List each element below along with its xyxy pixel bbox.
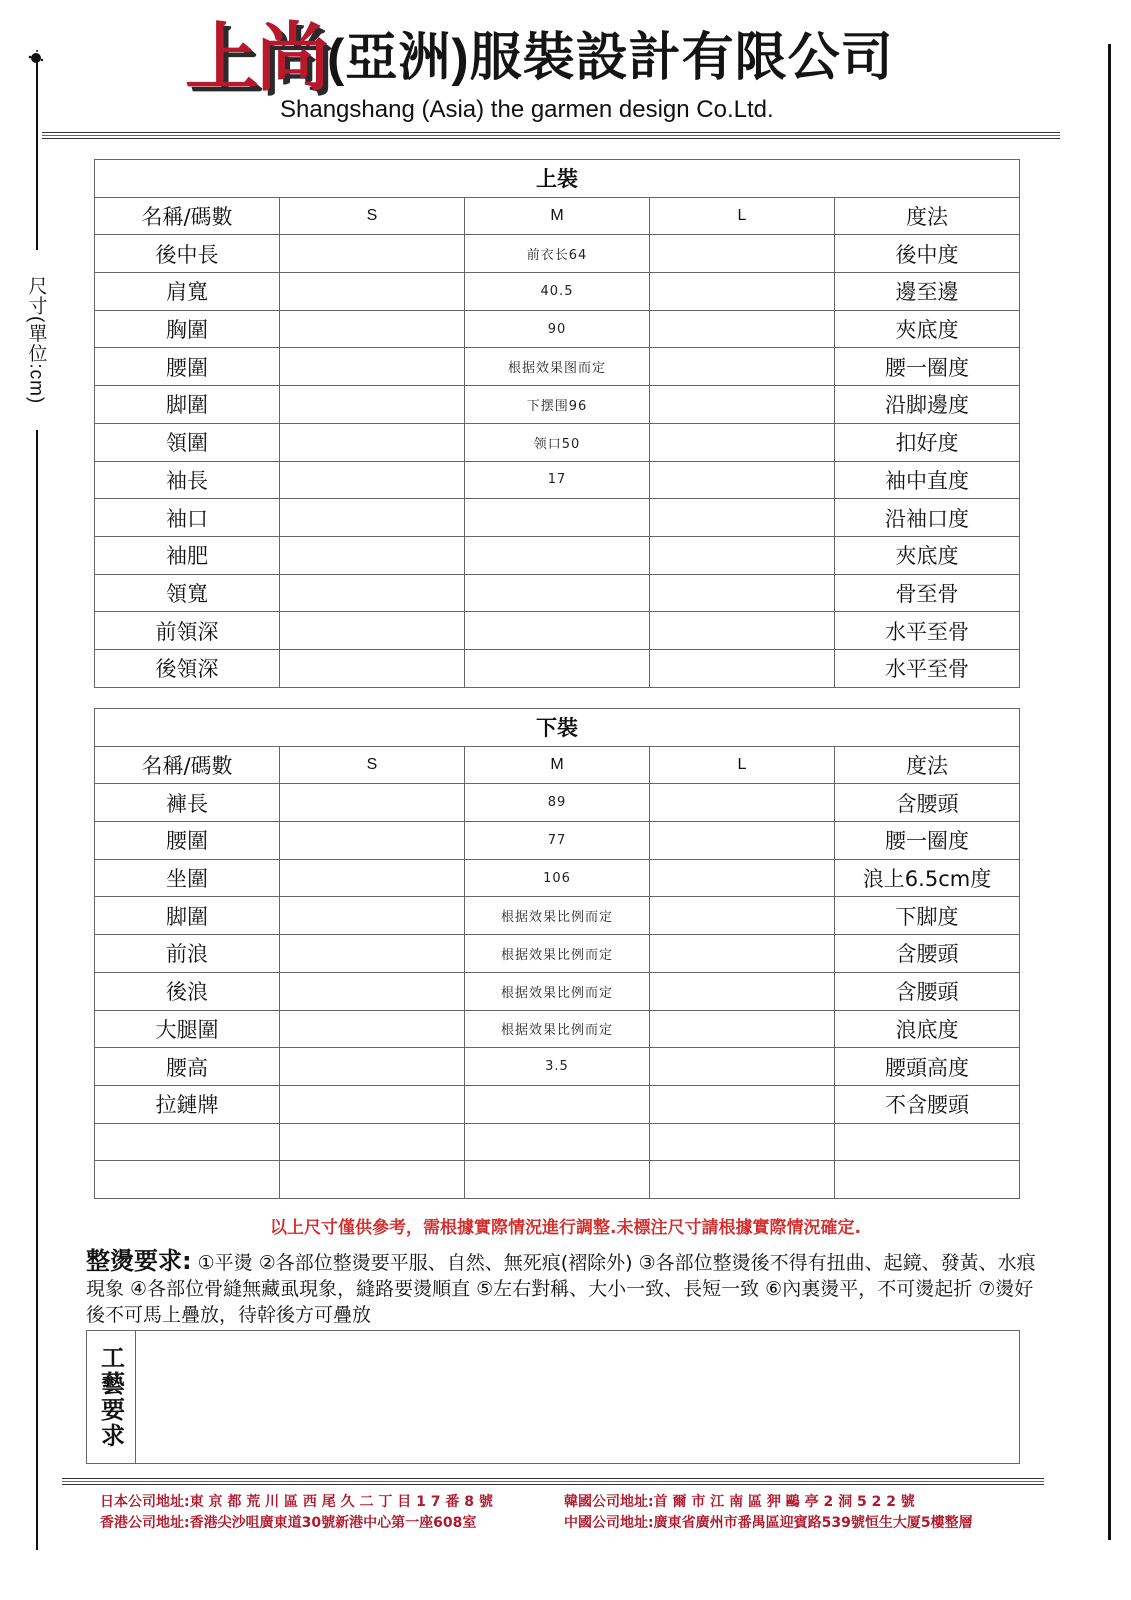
- size-m-cell: [465, 536, 650, 574]
- size-m-cell: 17: [465, 461, 650, 499]
- section-title: 下裝: [95, 709, 1020, 747]
- method-cell: 水平至骨: [835, 649, 1020, 687]
- size-m-cell: 前衣长64: [465, 235, 650, 273]
- method-cell: 腰一圈度: [835, 348, 1020, 386]
- method-cell: 下脚度: [835, 897, 1020, 935]
- item-name-cell: 前領深: [95, 612, 280, 650]
- table-row: [95, 536, 1020, 574]
- size-disclaimer-note: 以上尺寸僅供參考，需根據實際情況進行調整.未標注尺寸請根據實際情況確定.: [270, 1218, 861, 1238]
- bottom-garment-table: [94, 708, 1020, 1199]
- table-row: [95, 1010, 1020, 1048]
- size-m-cell: 根据效果图而定: [465, 348, 650, 386]
- company-english-name: Shangshang (Asia) the garmen design Co.Ltd.: [280, 96, 774, 123]
- item-name-cell: 領圍: [95, 423, 280, 461]
- size-l-cell: [650, 612, 835, 650]
- table-row: [95, 499, 1020, 537]
- size-m-cell: [465, 649, 650, 687]
- size-l-cell: [650, 649, 835, 687]
- size-m-cell: 根据效果比例而定: [465, 972, 650, 1010]
- size-m-cell: 90: [465, 310, 650, 348]
- table-row: [95, 423, 1020, 461]
- size-m-cell: 根据效果比例而定: [465, 897, 650, 935]
- method-cell: 邊至邊: [835, 273, 1020, 311]
- company-title: [185, 18, 965, 98]
- brand-main-text: 上尚: [185, 16, 327, 99]
- table-row: [95, 273, 1020, 311]
- table-row: [95, 461, 1020, 499]
- size-s-cell: [280, 386, 465, 424]
- size-s-cell: [280, 423, 465, 461]
- item-name-cell: 肩寬: [95, 273, 280, 311]
- size-l-cell: [650, 273, 835, 311]
- item-name-cell: 前浪: [95, 935, 280, 973]
- method-cell: 含腰頭: [835, 972, 1020, 1010]
- table-row: [95, 935, 1020, 973]
- size-m-cell: 40.5: [465, 273, 650, 311]
- method-cell: 夾底度: [835, 310, 1020, 348]
- table-row: [95, 612, 1020, 650]
- column-header: 度法: [835, 746, 1020, 784]
- method-cell: 夾底度: [835, 536, 1020, 574]
- footer-rule-1: [62, 1478, 1044, 1479]
- size-m-cell: 77: [465, 822, 650, 860]
- size-l-cell: [650, 1048, 835, 1086]
- item-name-cell: 腰圍: [95, 348, 280, 386]
- size-l-cell: [650, 972, 835, 1010]
- item-name-cell: 脚圍: [95, 386, 280, 424]
- size-s-cell: [280, 1085, 465, 1123]
- header-rule-2: [42, 135, 1060, 136]
- method-cell: [835, 1123, 1020, 1161]
- size-l-cell: [650, 1123, 835, 1161]
- size-m-cell: [465, 499, 650, 537]
- footer-rule-2: [62, 1481, 1044, 1482]
- column-header: M: [465, 197, 650, 235]
- method-cell: 腰一圈度: [835, 822, 1020, 860]
- table-row: [95, 784, 1020, 822]
- table-row: [95, 1085, 1020, 1123]
- item-name-cell: 大腿圍: [95, 1010, 280, 1048]
- size-s-cell: [280, 972, 465, 1010]
- size-l-cell: [650, 822, 835, 860]
- item-name-cell: [95, 1161, 280, 1199]
- item-name-cell: 腰圍: [95, 822, 280, 860]
- column-header: S: [280, 197, 465, 235]
- size-l-cell: [650, 423, 835, 461]
- craft-label: 工藝要求: [87, 1331, 136, 1463]
- brand-rest-text: (亞洲)服裝設計有限公司: [327, 29, 894, 87]
- size-l-cell: [650, 1010, 835, 1048]
- craft-requirements-box: [86, 1330, 1020, 1464]
- size-s-cell: [280, 235, 465, 273]
- size-m-cell: 根据效果比例而定: [465, 1010, 650, 1048]
- size-s-cell: [280, 273, 465, 311]
- item-name-cell: 褲長: [95, 784, 280, 822]
- size-s-cell: [280, 612, 465, 650]
- column-header: 名稱/碼數: [95, 746, 280, 784]
- method-cell: 袖中直度: [835, 461, 1020, 499]
- size-s-cell: [280, 822, 465, 860]
- method-cell: 腰頭高度: [835, 1048, 1020, 1086]
- size-m-cell: 根据效果比例而定: [465, 935, 650, 973]
- size-s-cell: [280, 935, 465, 973]
- item-name-cell: 袖口: [95, 499, 280, 537]
- size-m-cell: [465, 574, 650, 612]
- method-cell: 含腰頭: [835, 935, 1020, 973]
- footer-rule-3: [62, 1484, 1044, 1485]
- table-row: [95, 310, 1020, 348]
- size-s-cell: [280, 574, 465, 612]
- method-cell: 沿脚邊度: [835, 386, 1020, 424]
- size-s-cell: [280, 1010, 465, 1048]
- method-cell: 含腰頭: [835, 784, 1020, 822]
- ink-blot-icon: [26, 48, 46, 68]
- method-cell: [835, 1161, 1020, 1199]
- size-s-cell: [280, 536, 465, 574]
- size-s-cell: [280, 461, 465, 499]
- table-row: [95, 897, 1020, 935]
- korea-address: 韓國公司地址:首 爾 市 江 南 區 狎 鷗 亭 2 洞 5 2 2 號: [564, 1494, 915, 1510]
- size-s-cell: [280, 348, 465, 386]
- table-row: [95, 1123, 1020, 1161]
- size-l-cell: [650, 859, 835, 897]
- size-l-cell: [650, 935, 835, 973]
- right-border-line: [1108, 44, 1111, 1540]
- size-m-cell: [465, 1123, 650, 1161]
- column-header: 度法: [835, 197, 1020, 235]
- method-cell: 沿袖口度: [835, 499, 1020, 537]
- size-s-cell: [280, 649, 465, 687]
- size-m-cell: 领口50: [465, 423, 650, 461]
- section-title: 上裝: [95, 160, 1020, 198]
- size-m-cell: [465, 1085, 650, 1123]
- table-row: [95, 386, 1020, 424]
- table-row: [95, 859, 1020, 897]
- method-cell: 骨至骨: [835, 574, 1020, 612]
- header-rule-1: [42, 132, 1060, 133]
- table-row: [95, 574, 1020, 612]
- table-row: [95, 348, 1020, 386]
- size-m-cell: [465, 612, 650, 650]
- method-cell: 浪底度: [835, 1010, 1020, 1048]
- size-s-cell: [280, 897, 465, 935]
- item-name-cell: 拉鏈牌: [95, 1085, 280, 1123]
- table-row: [95, 1161, 1020, 1199]
- table-row: [95, 972, 1020, 1010]
- item-name-cell: 袖肥: [95, 536, 280, 574]
- size-l-cell: [650, 499, 835, 537]
- item-name-cell: 後領深: [95, 649, 280, 687]
- size-l-cell: [650, 1085, 835, 1123]
- method-cell: 浪上6.5cm度: [835, 859, 1020, 897]
- size-s-cell: [280, 859, 465, 897]
- ironing-requirements: [86, 1248, 1036, 1328]
- column-header: 名稱/碼數: [95, 197, 280, 235]
- size-l-cell: [650, 461, 835, 499]
- method-cell: 水平至骨: [835, 612, 1020, 650]
- china-address: 中國公司地址:廣東省廣州市番禺區迎賓路539號恒生大厦5樓整層: [564, 1515, 973, 1531]
- size-m-cell: 89: [465, 784, 650, 822]
- ironing-lead-label: 整燙要求:: [86, 1247, 192, 1275]
- item-name-cell: 腰高: [95, 1048, 280, 1086]
- method-cell: 扣好度: [835, 423, 1020, 461]
- column-header: L: [650, 746, 835, 784]
- item-name-cell: 領寬: [95, 574, 280, 612]
- size-l-cell: [650, 235, 835, 273]
- column-header: L: [650, 197, 835, 235]
- table-row: [95, 1048, 1020, 1086]
- ironing-text: ①平燙 ②各部位整燙要平服、自然、無死痕(褶除外) ③各部位整燙後不得有扭曲、起鏡、發黃、水痕現象 ④各部位骨縫無藏虱現象，縫路要燙順直 ⑤左右對稱、大小一致、長短一致 ⑥內裏燙平，不可燙起折 ⑦燙好後不可馬上疊放，待幹後方可疊放: [86, 1252, 1036, 1326]
- size-l-cell: [650, 310, 835, 348]
- size-m-cell: 106: [465, 859, 650, 897]
- size-s-cell: [280, 499, 465, 537]
- header-rule-3: [42, 138, 1060, 139]
- size-l-cell: [650, 574, 835, 612]
- size-s-cell: [280, 1123, 465, 1161]
- item-name-cell: 後中長: [95, 235, 280, 273]
- size-l-cell: [650, 536, 835, 574]
- footer-left: [100, 1492, 493, 1534]
- size-l-cell: [650, 897, 835, 935]
- size-s-cell: [280, 1161, 465, 1199]
- size-s-cell: [280, 310, 465, 348]
- method-cell: 後中度: [835, 235, 1020, 273]
- item-name-cell: 胸圍: [95, 310, 280, 348]
- unit-side-label: 尺寸(單位:cm): [20, 250, 52, 430]
- column-header: M: [465, 746, 650, 784]
- column-header: S: [280, 746, 465, 784]
- size-m-cell: 下摆围96: [465, 386, 650, 424]
- item-name-cell: 坐圍: [95, 859, 280, 897]
- size-m-cell: [465, 1161, 650, 1199]
- table-row: [95, 235, 1020, 273]
- top-garment-table: [94, 159, 1020, 688]
- item-name-cell: [95, 1123, 280, 1161]
- size-m-cell: 3.5: [465, 1048, 650, 1086]
- size-l-cell: [650, 348, 835, 386]
- size-l-cell: [650, 386, 835, 424]
- size-s-cell: [280, 784, 465, 822]
- item-name-cell: 脚圍: [95, 897, 280, 935]
- item-name-cell: 袖長: [95, 461, 280, 499]
- table-row: [95, 822, 1020, 860]
- size-s-cell: [280, 1048, 465, 1086]
- japan-address: 日本公司地址:東 京 都 荒 川 區 西 尾 久 二 丁 目 1 7 番 8 號: [100, 1494, 493, 1510]
- size-l-cell: [650, 1161, 835, 1199]
- hongkong-address: 香港公司地址:香港尖沙咀廣東道30號新港中心第一座608室: [100, 1515, 477, 1531]
- item-name-cell: 後浪: [95, 972, 280, 1010]
- footer-right: [564, 1492, 973, 1534]
- method-cell: 不含腰頭: [835, 1085, 1020, 1123]
- table-row: [95, 649, 1020, 687]
- size-l-cell: [650, 784, 835, 822]
